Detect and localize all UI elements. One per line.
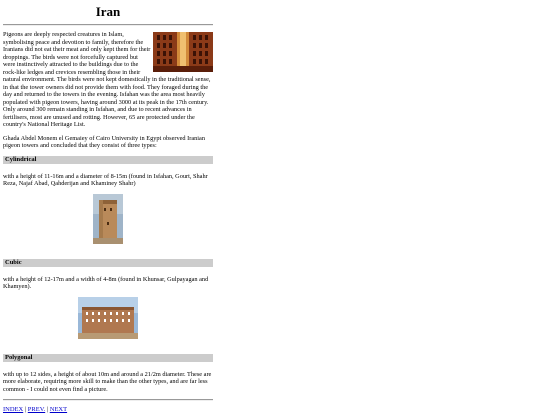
page-title: Iran [95,4,121,19]
prev-link[interactable]: PREV. [27,406,46,413]
cylindrical-tower-photo [93,194,123,244]
section-text-cubic: with a height of 12-17m and a width of 4-8m (found in Khunsar, Gulpayagan and Khamyen). [3,275,209,290]
bottom-divider [3,399,213,401]
top-divider [3,24,213,26]
section-text-polygonal: with up to 12 sides, a height of about 10m and around a 21/2m diameter. These are more elaborate, requiring more skill to make than the other types, and are far less common - I could not even find a picture. [3,370,212,393]
nav-separator: | [46,406,49,413]
page [3,0,213,414]
cubic-tower-photo [78,297,138,339]
section-heading-polygonal: Polygonal [3,354,213,362]
page-navigation [3,406,213,414]
dovecote-interior-photo [153,32,213,72]
section-heading-cubic: Cubic [3,259,213,267]
section-heading-cylindrical: Cylindrical [3,156,213,164]
intro-paragraph: Pigeons are deeply respected creatures in Islam, symbolising peace and devotion to family, therefore the Iranians did not eat their meat and only kept them for their droppings. The birds were not forcefully captured but were instinctively attracted to the buildings due to the rock-like ledges and crevices resembling those in their natural environment. The birds were not kept domestically in the traditional sense, in that the tower owners did not provide them with food. They foraged during the day and returned to the towers in the evening. Isfahan was the area most heavily populated with pigeon towers, having around 3000 at its peak in the 17th century. Only around 300 remain standing in Isfahan, and due to recent advances in fertilisers, most are unused and rotting. However, 65 are protected under the country's National Heritage List. [3,31,211,128]
study-paragraph: Ghada Abdel Monem el Gemaiey of Cairo University in Egypt observed Iranian pigeon towers and concluded that they consist of three types: [3,134,205,149]
nav-separator: | [24,406,27,413]
next-link[interactable]: NEXT [49,406,68,413]
index-link[interactable]: INDEX [3,406,24,413]
cubic-photo-wrap [3,297,213,344]
cylindrical-photo-wrap [3,194,213,249]
section-text-cylindrical: with a height of 11-16m and a diameter of 8-15m (found in Isfahan, Gourt, Shahr Reza, Najaf Abad, Qahderijan and Khaminey Shahr) [3,172,208,187]
